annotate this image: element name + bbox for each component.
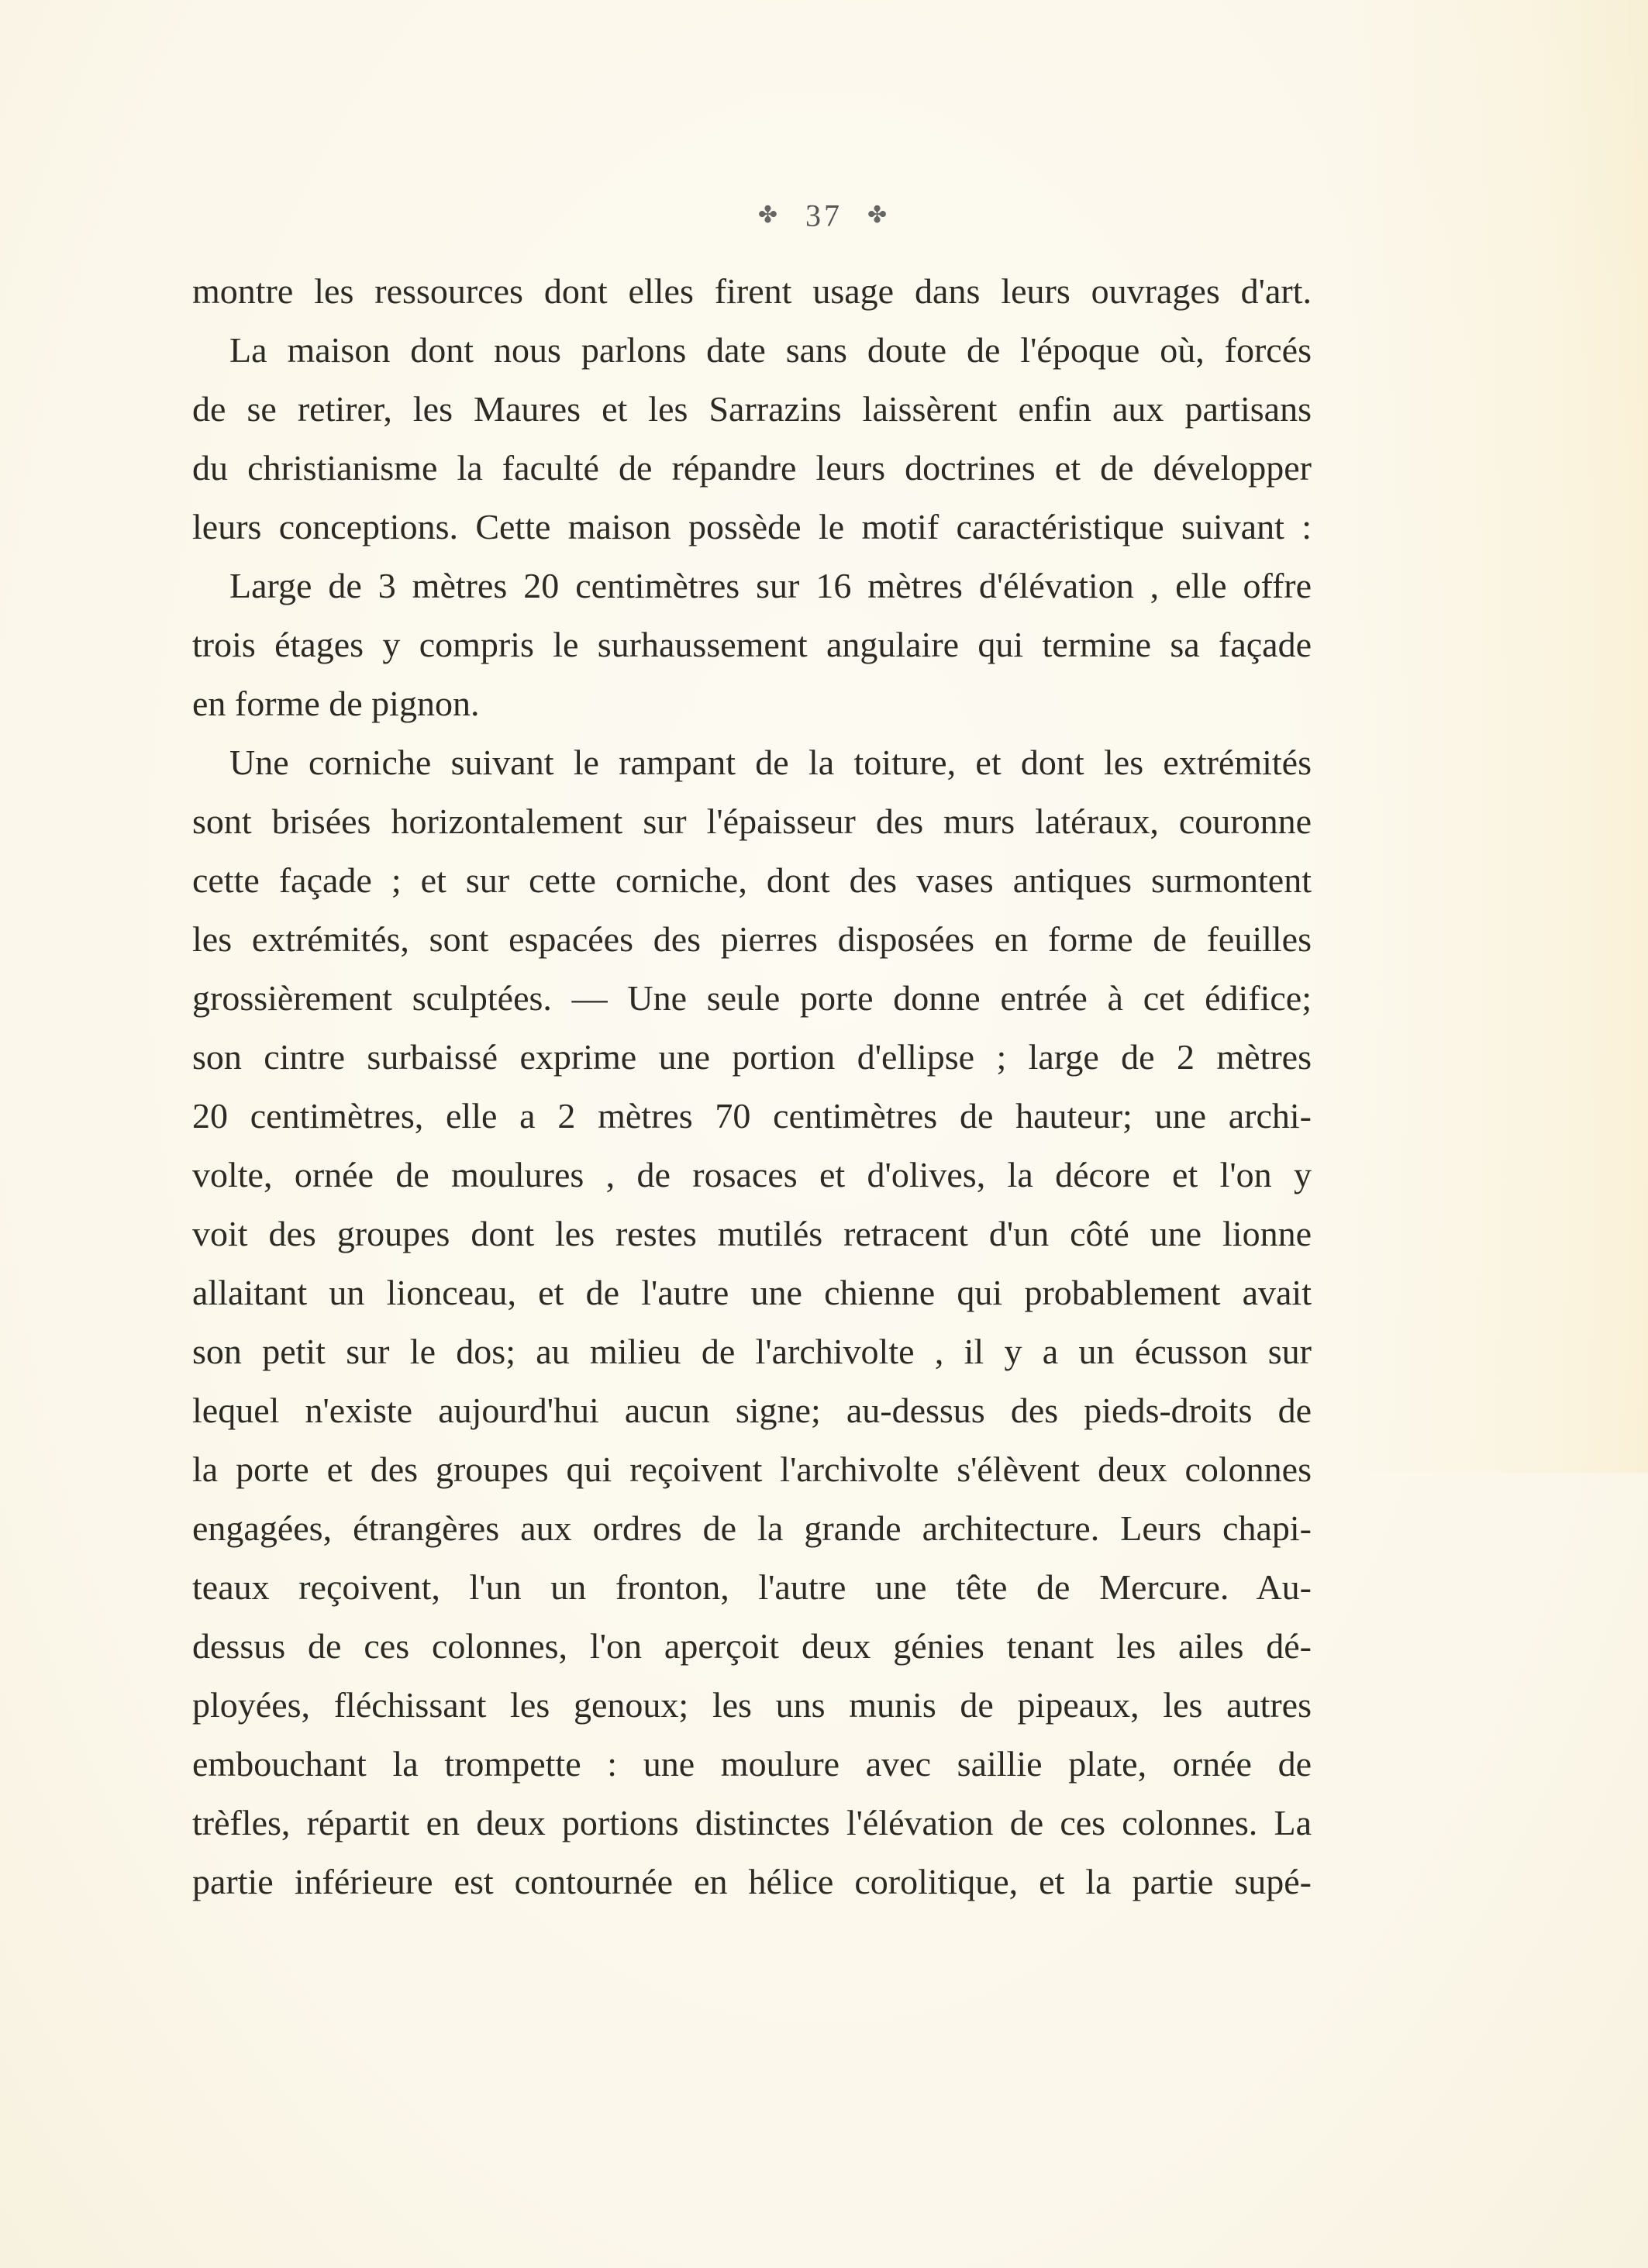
text-line: embouchant la trompette : une moulure avec saillie plate, ornée de — [192, 1744, 1312, 1784]
text-line: teaux reçoivent, l'un un fronton, l'autre une tête de Mercure. Au- — [192, 1567, 1312, 1607]
page-number: 37 — [805, 198, 843, 233]
text-line: son petit sur le dos; au milieu de l'archivolte , il y a un écusson sur — [192, 1332, 1312, 1371]
text-line: Une corniche suivant le rampant de la toiture, et dont les extrémités — [229, 743, 1312, 782]
text-line: la porte et des groupes qui reçoivent l'archivolte s'élèvent deux colonnes — [192, 1449, 1312, 1489]
text-line: grossièrement sculptées. — Une seule porte donne entrée à cet édifice; — [192, 978, 1312, 1018]
text-line: sont brisées horizontalement sur l'épaisseur des murs latéraux, couronne — [192, 801, 1312, 841]
text-line: ployées, fléchissant les genoux; les uns munis de pipeaux, les autres — [192, 1685, 1312, 1725]
text-line: dessus de ces colonnes, l'on aperçoit deux génies tenant les ailes dé- — [192, 1626, 1312, 1666]
text-line: La maison dont nous parlons date sans doute de l'époque où, forcés — [229, 330, 1312, 370]
text-line: de se retirer, les Maures et les Sarrazins laissèrent enfin aux partisans — [192, 389, 1312, 429]
text-line: montre les ressources dont elles firent usage dans leurs ouvrages d'art. — [192, 271, 1312, 311]
text-line: du christianisme la faculté de répandre leurs doctrines et de développer — [192, 448, 1312, 488]
text-line: lequel n'existe aujourd'hui aucun signe; au-dessus des pieds-droits de — [192, 1391, 1312, 1430]
text-line: partie inférieure est contournée en hélice corolitique, et la partie supé- — [192, 1862, 1312, 1901]
text-line: 20 centimètres, elle a 2 mètres 70 centimètres de hauteur; une archi- — [192, 1096, 1312, 1136]
text-line: en forme de pignon. — [192, 684, 480, 723]
left-ornament-icon: ✤ — [757, 202, 781, 229]
page-header — [0, 194, 1648, 233]
text-line: voit des groupes dont les restes mutilés retracent d'un côté une lionne — [192, 1214, 1312, 1253]
text-line: cette façade ; et sur cette corniche, dont des vases antiques surmontent — [192, 860, 1312, 900]
text-line: trèfles, répartit en deux portions distinctes l'élévation de ces colonnes. La — [192, 1803, 1312, 1842]
right-ornament-icon: ✤ — [867, 202, 891, 229]
text-line: les extrémités, sont espacées des pierres disposées en forme de feuilles — [192, 919, 1312, 959]
text-line: trois étages y compris le surhaussement angulaire qui termine sa façade — [192, 625, 1312, 664]
text-line: leurs conceptions. Cette maison possède le motif caractéristique suivant : — [192, 507, 1312, 546]
text-line: Large de 3 mètres 20 centimètres sur 16 mètres d'élévation , elle offre — [229, 566, 1312, 605]
text-line: son cintre surbaissé exprime une portion d'ellipse ; large de 2 mètres — [192, 1037, 1312, 1077]
text-line: engagées, étrangères aux ordres de la grande architecture. Leurs chapi- — [192, 1508, 1312, 1548]
text-line: volte, ornée de moulures , de rosaces et d'olives, la décore et l'on y — [192, 1155, 1312, 1194]
text-line: allaitant un lionceau, et de l'autre une chienne qui probablement avait — [192, 1273, 1312, 1312]
